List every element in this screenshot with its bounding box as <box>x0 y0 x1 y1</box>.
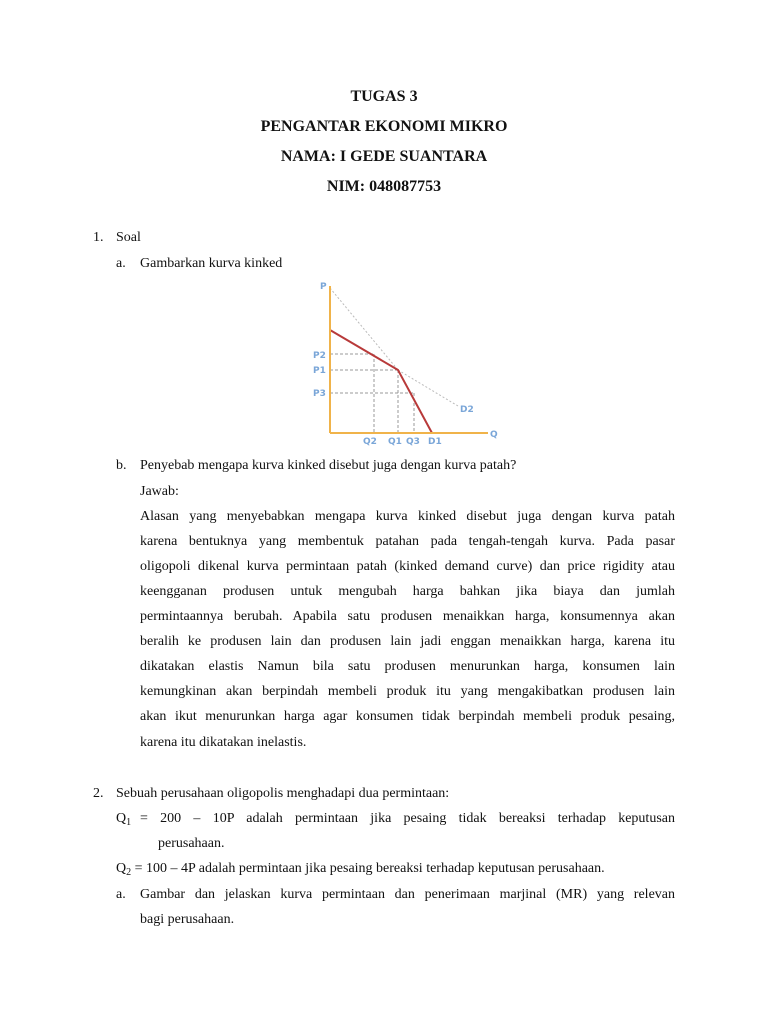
q3-label: Q3 <box>406 437 420 447</box>
q2-demand-line: $Q_2 = 100 - 4P$ adalah permintaan jika pesaing bereaksi terhadap keputusan perusahaan. <box>116 861 605 878</box>
answer-line: permintaannya berubah. Apabila satu produsen menaikkan harga, konsumennya akan <box>140 609 675 624</box>
course-title: PENGANTAR EKONOMI MIKRO <box>260 118 508 135</box>
q1-label: Soal <box>116 230 141 245</box>
answer-line: akan ikut menurunkan harga agar konsumen tidak berpindah membeli produk pesaing, <box>140 709 675 724</box>
answer-line: dikatakan elastis Namun bila satu produsen menurunkan harga, konsumen lain <box>140 659 675 674</box>
d1-label: D1 <box>428 437 442 447</box>
answer-line: beralih ke produsen lain dan produsen lain jadi enggan menaikkan harga, karena itu <box>140 634 675 649</box>
student-name: NAMA: I GEDE SUANTARA <box>280 148 488 165</box>
q1a-text: Gambarkan kurva kinked <box>140 256 283 271</box>
q2a-text-cont: bagi perusahaan. <box>140 912 235 927</box>
kinked-demand-figure <box>310 278 510 448</box>
q1-label-fig: Q1 <box>388 437 402 447</box>
answer-line: karena bentuknya yang membentuk patahan pada tengah-tengah kurva. Pada pasar <box>140 534 675 549</box>
p3-label: P3 <box>313 389 326 399</box>
d2-label: D2 <box>460 405 474 415</box>
q1b-letter: b. <box>116 458 127 473</box>
q2-label: Q2 <box>363 437 377 447</box>
q1-demand-line: = 200 – 10P adalah permintaan jika pesaing tidak bereaksi terhadap keputusan <box>140 811 675 826</box>
answer-line: oligopoli dikenal kurva permintaan patah (kinked demand curve) dan price rigidity atau <box>140 559 675 574</box>
p1-label: P1 <box>313 366 326 376</box>
q1-number: 1. <box>93 230 104 245</box>
q2a-text: Gambar dan jelaskan kurva permintaan dan penerimaan marjinal (MR) yang relevan <box>140 887 675 902</box>
q1b-text: Penyebab mengapa kurva kinked disebut juga dengan kurva patah? <box>140 458 517 473</box>
answer-label: Jawab: <box>140 484 179 499</box>
axis-q-label: Q <box>490 430 498 440</box>
student-nim: NIM: 048087753 <box>326 178 442 195</box>
answer-line: kemungkinan akan berpindah membeli produk itu yang mengakibatkan produsen lain <box>140 684 675 699</box>
q2a-letter: a. <box>116 887 126 902</box>
q2-number: 2. <box>93 786 104 801</box>
axis-p-label: P <box>320 282 327 292</box>
q2-intro: Sebuah perusahaan oligopolis menghadapi dua permintaan: <box>116 786 450 801</box>
q1-demand-line-cont: perusahaan. <box>158 836 225 851</box>
q1-demand-symbol: $Q_1$ <box>116 811 132 828</box>
answer-line: karena itu dikatakan inelastis. <box>140 735 307 750</box>
answer-line: keengganan produsen untuk mengubah harga bahkan jika biaya dan jumlah <box>140 584 675 599</box>
q1a-letter: a. <box>116 256 126 271</box>
doc-title: TUGAS 3 <box>350 88 418 105</box>
answer-line: Alasan yang menyebabkan mengapa kurva kinked disebut juga dengan kurva patah <box>140 509 675 524</box>
p2-label: P2 <box>313 351 326 361</box>
d2-upper-dotted <box>330 288 398 370</box>
